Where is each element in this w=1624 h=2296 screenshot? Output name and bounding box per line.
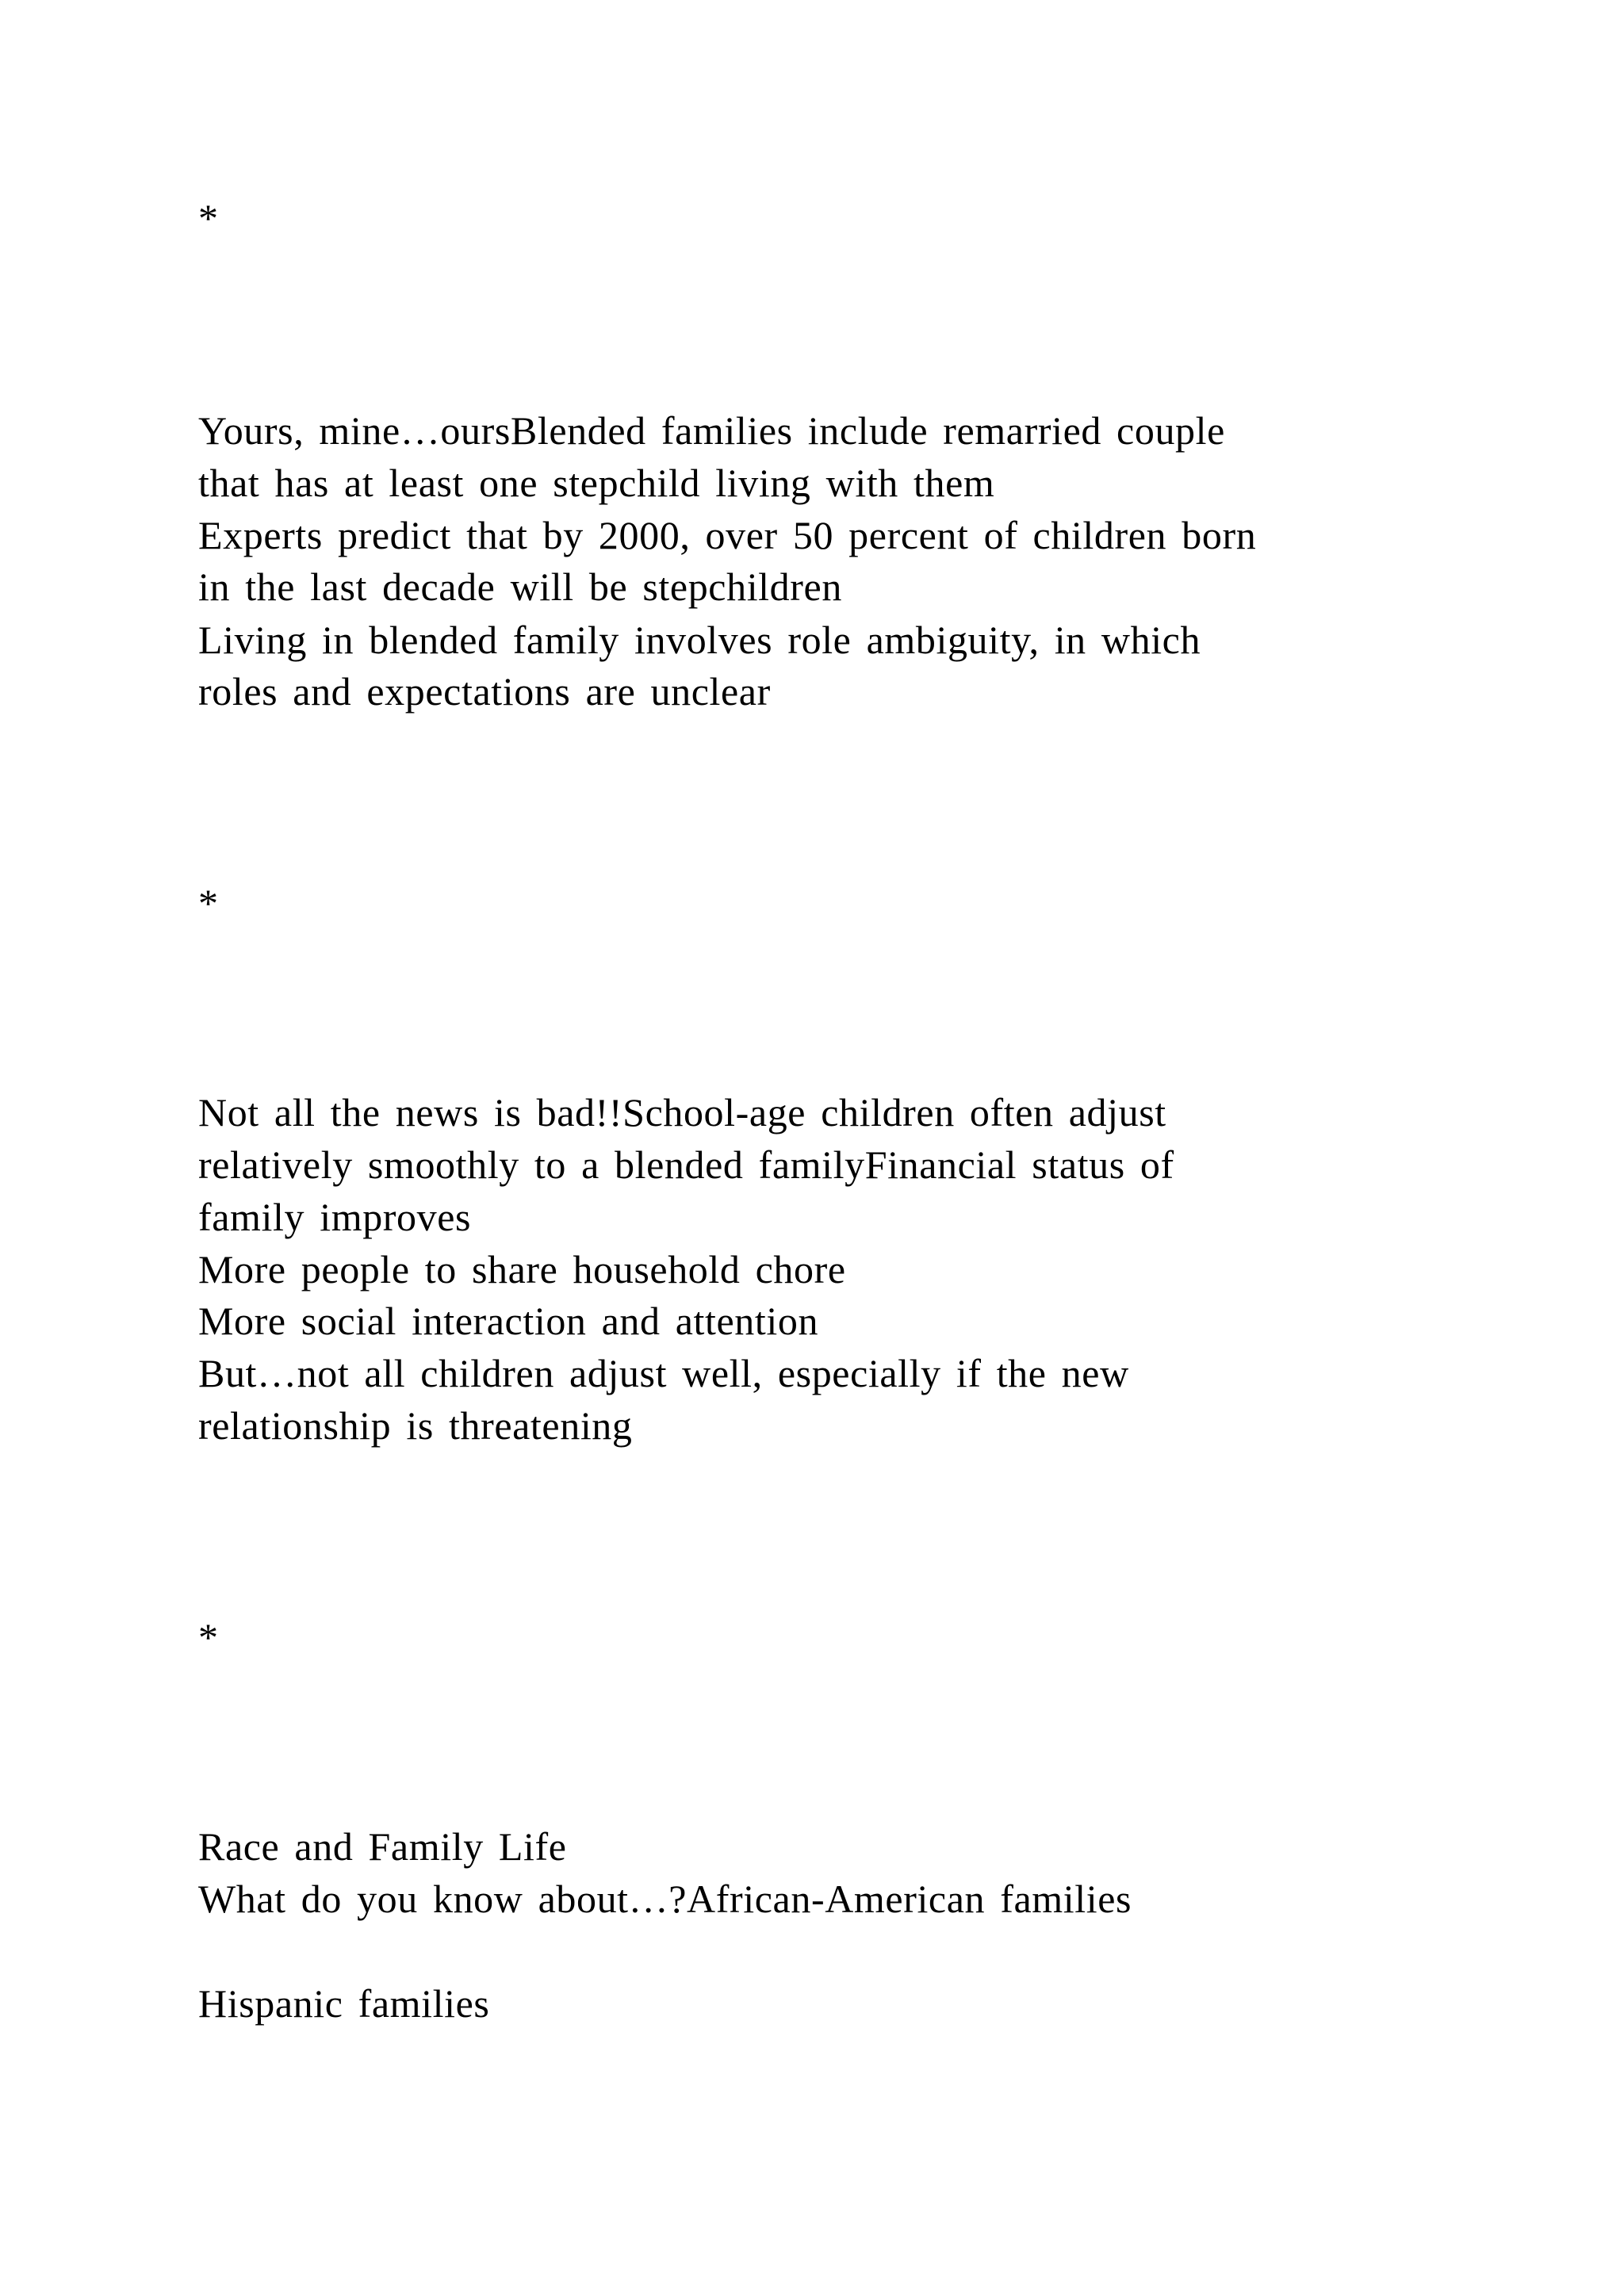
section-2-line-7: relationship is threatening (198, 1403, 633, 1448)
section-1-line-4: in the last decade will be stepchildren (198, 564, 842, 609)
section-2-marker: * (198, 881, 218, 925)
section-3-line-1: Race and Family Life (198, 1824, 567, 1869)
section-3-marker: * (198, 1615, 218, 1659)
section-2-line-4: More people to share household chore (198, 1247, 846, 1292)
section-1-line-6: roles and expectations are unclear (198, 669, 771, 714)
section-3-line-4: Hispanic families (198, 1981, 490, 2026)
section-1-line-5: Living in blended family involves role ambiguity, in which (198, 618, 1201, 662)
section-2-line-3: family improves (198, 1195, 472, 1239)
section-3-line-2: What do you know about…?African-American families (198, 1877, 1132, 1921)
section-1-marker: * (198, 196, 218, 240)
section-2-line-1: Not all the news is bad!!School-age children often adjust (198, 1090, 1166, 1135)
section-1-line-2: that has at least one stepchild living with them (198, 461, 995, 505)
section-1-line-3: Experts predict that by 2000, over 50 percent of children born (198, 513, 1257, 557)
section-2-line-6: But…not all children adjust well, especially if the new (198, 1351, 1129, 1395)
section-2-line-2: relatively smoothly to a blended familyFinancial status of (198, 1142, 1174, 1187)
section-2-line-5: More social interaction and attention (198, 1299, 819, 1343)
section-1-line-1: Yours, mine…oursBlended families include remarried couple (198, 408, 1225, 453)
